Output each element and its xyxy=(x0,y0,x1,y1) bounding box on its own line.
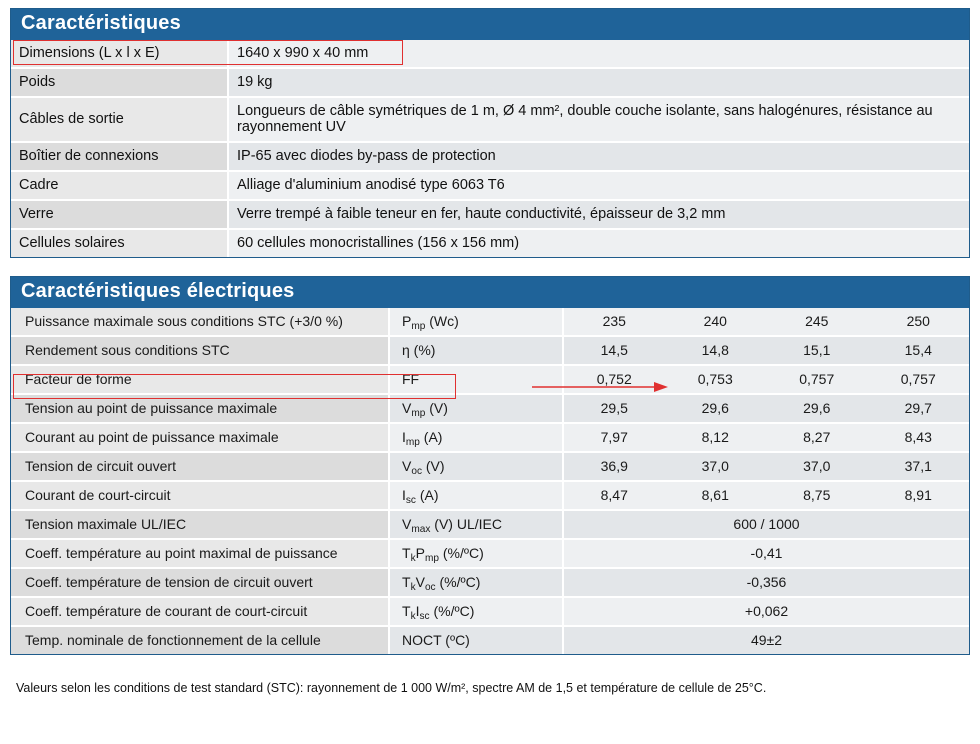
table-row xyxy=(11,308,969,336)
param-description: Puissance maximale sous conditions STC (+3/0 %) xyxy=(11,308,389,336)
param-value: 8,61 xyxy=(665,481,767,510)
param-value: 0,752 xyxy=(563,365,665,394)
param-value: 250 xyxy=(868,308,970,336)
feature-label: Verre xyxy=(11,200,228,229)
param-value: 8,12 xyxy=(665,423,767,452)
table-row xyxy=(11,171,969,200)
table-row xyxy=(11,539,969,568)
features-title: Caractéristiques xyxy=(11,9,969,40)
table-row xyxy=(11,40,969,68)
table-row xyxy=(11,626,969,654)
feature-value: Alliage d'aluminium anodisé type 6063 T6 xyxy=(228,171,969,200)
param-value: 29,7 xyxy=(868,394,970,423)
param-symbol: NOCT (ºC) xyxy=(389,626,563,654)
param-description: Courant de court-circuit xyxy=(11,481,389,510)
param-symbol: FF xyxy=(389,365,563,394)
table-row xyxy=(11,200,969,229)
param-value: 0,753 xyxy=(665,365,767,394)
param-value: 14,5 xyxy=(563,336,665,365)
table-row xyxy=(11,142,969,171)
param-symbol: $T_kP_{mp}$ (%/ºC) xyxy=(389,539,563,568)
param-symbol: $T_kV_{oc}$ (%/ºC) xyxy=(389,568,563,597)
param-value: 14,8 xyxy=(665,336,767,365)
param-symbol: $P_{mp}$ (Wc) xyxy=(389,308,563,336)
param-value: 240 xyxy=(665,308,767,336)
feature-label: Poids xyxy=(11,68,228,97)
features-table xyxy=(11,40,969,257)
param-description: Rendement sous conditions STC xyxy=(11,336,389,365)
param-value: 235 xyxy=(563,308,665,336)
param-symbol: $T_kI_{sc}$ (%/ºC) xyxy=(389,597,563,626)
feature-value: Verre trempé à faible teneur en fer, haute conductivité, épaisseur de 3,2 mm xyxy=(228,200,969,229)
param-description: Tension maximale UL/IEC xyxy=(11,510,389,539)
feature-value: Longueurs de câble symétriques de 1 m, Ø 4 mm², double couche isolante, sans halogénures, résistance au rayonnement UV xyxy=(228,97,969,142)
param-value: 8,27 xyxy=(766,423,868,452)
param-value: 8,91 xyxy=(868,481,970,510)
param-value: -0,356 xyxy=(563,568,969,597)
param-value: 8,43 xyxy=(868,423,970,452)
param-value: +0,062 xyxy=(563,597,969,626)
param-symbol: $V_{mp}$ (V) xyxy=(389,394,563,423)
param-value: 8,75 xyxy=(766,481,868,510)
feature-label: Dimensions (L x l x E) xyxy=(11,40,228,68)
param-description: Coeff. température de tension de circuit ouvert xyxy=(11,568,389,597)
param-description: Temp. nominale de fonctionnement de la cellule xyxy=(11,626,389,654)
feature-value: 1640 x 990 x 40 mm xyxy=(228,40,969,68)
param-value: 37,1 xyxy=(868,452,970,481)
table-row xyxy=(11,452,969,481)
features-section xyxy=(10,8,970,258)
param-description: Courant au point de puissance maximale xyxy=(11,423,389,452)
table-row xyxy=(11,229,969,257)
param-value: 15,1 xyxy=(766,336,868,365)
param-value: 7,97 xyxy=(563,423,665,452)
param-value: 49±2 xyxy=(563,626,969,654)
table-row xyxy=(11,394,969,423)
param-value: 0,757 xyxy=(766,365,868,394)
electrical-table xyxy=(11,308,969,654)
feature-value: 19 kg xyxy=(228,68,969,97)
table-row xyxy=(11,97,969,142)
param-value: 0,757 xyxy=(868,365,970,394)
feature-value: 60 cellules monocristallines (156 x 156 mm) xyxy=(228,229,969,257)
table-row xyxy=(11,568,969,597)
param-description: Coeff. température de courant de court-circuit xyxy=(11,597,389,626)
param-value: 29,6 xyxy=(665,394,767,423)
param-symbol: $V_{max}$ (V) UL/IEC xyxy=(389,510,563,539)
param-value: 245 xyxy=(766,308,868,336)
param-value: 36,9 xyxy=(563,452,665,481)
param-value: 37,0 xyxy=(665,452,767,481)
table-row xyxy=(11,597,969,626)
feature-label: Cellules solaires xyxy=(11,229,228,257)
param-symbol: η (%) xyxy=(389,336,563,365)
param-value: 29,5 xyxy=(563,394,665,423)
footnote-text: Valeurs selon les conditions de test standard (STC): rayonnement de 1 000 W/m², spectre AM de 1,5 et température de cellule de 25°C. xyxy=(16,681,767,695)
feature-label: Cadre xyxy=(11,171,228,200)
param-value: 29,6 xyxy=(766,394,868,423)
table-row xyxy=(11,68,969,97)
param-value: 600 / 1000 xyxy=(563,510,969,539)
param-symbol: $I_{sc}$ (A) xyxy=(389,481,563,510)
param-symbol: $I_{mp}$ (A) xyxy=(389,423,563,452)
param-value: 37,0 xyxy=(766,452,868,481)
feature-value: IP-65 avec diodes by-pass de protection xyxy=(228,142,969,171)
feature-label: Boîtier de connexions xyxy=(11,142,228,171)
param-description: Tension au point de puissance maximale xyxy=(11,394,389,423)
electrical-title: Caractéristiques électriques xyxy=(11,277,969,308)
table-row xyxy=(11,365,969,394)
param-description: Facteur de forme xyxy=(11,365,389,394)
param-value: 15,4 xyxy=(868,336,970,365)
param-description: Coeff. température au point maximal de puissance xyxy=(11,539,389,568)
table-row xyxy=(11,336,969,365)
param-value: 8,47 xyxy=(563,481,665,510)
param-value: -0,41 xyxy=(563,539,969,568)
param-symbol: $V_{oc}$ (V) xyxy=(389,452,563,481)
table-row xyxy=(11,481,969,510)
electrical-section xyxy=(10,276,970,655)
feature-label: Câbles de sortie xyxy=(11,97,228,142)
param-description: Tension de circuit ouvert xyxy=(11,452,389,481)
table-row xyxy=(11,423,969,452)
table-row xyxy=(11,510,969,539)
